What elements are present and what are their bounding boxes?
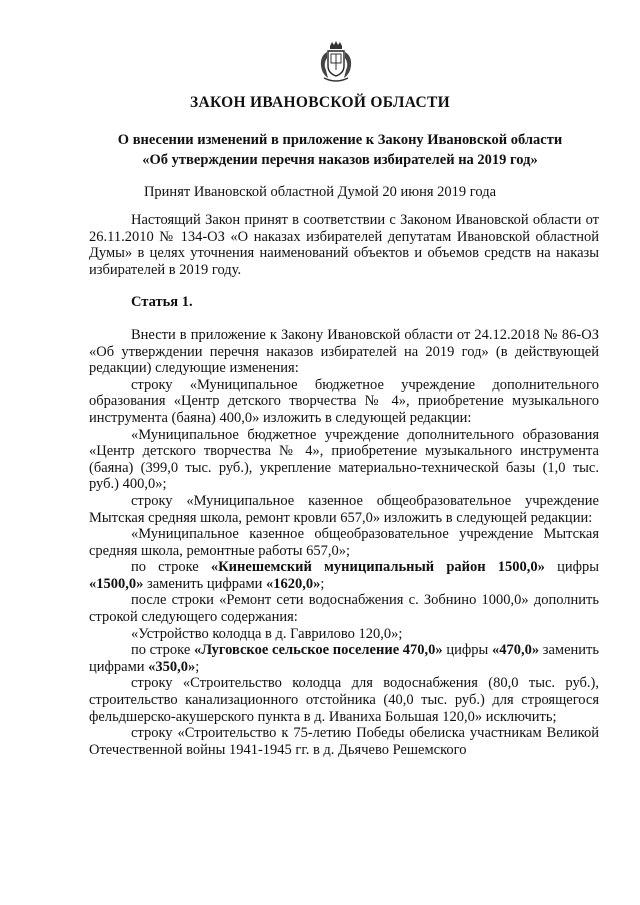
paragraph-10: строку «Строительство колодца для водоснабжения (80,0 тыс. руб.), строительство канализационного отстойника (40,0 тыс. руб.) для строящегося фельдшерско-акушерского пункта в д. Иваниха Большая 120,0» исключить; (89, 675, 599, 725)
p6-text-4: ; (320, 575, 325, 592)
p9-text-3: заменить цифрами (89, 642, 599, 675)
p6-text-2: цифры (544, 559, 599, 576)
subtitle-line-2: «Об утверждении перечня наказов избирателей на 2019 год» (142, 152, 538, 168)
p6-bold-2: «1500,0» (89, 575, 144, 592)
paragraph-5: «Муниципальное казенное общеобразовательное учреждение Мытская средняя школа, ремонтные работы 657,0»; (89, 526, 599, 559)
paragraph-9 (89, 642, 599, 675)
preamble-paragraph: Настоящий Закон принят в соответствии с Законом Ивановской области от 26.11.2010 № 134-ОЗ «О наказах избирателей депутатам Ивановской областной Думы» в целях уточнения наименований объектов и объемов средств на наказы избирателей в 2019 году. (89, 212, 599, 278)
document-body (89, 212, 599, 758)
p6-text-3: заменить цифрами (143, 575, 267, 592)
paragraph-4: строку «Муниципальное казенное общеобразовательное учреждение Мытская средняя школа, ремонт кровли 657,0» изложить в следующей редакции: (89, 492, 599, 526)
p9-bold-3: «350,0» (148, 658, 196, 675)
p9-text-2: цифры (442, 642, 492, 659)
paragraph-1: Внести в приложение к Закону Ивановской области от 24.12.2018 № 86-ОЗ «Об утверждении перечня наказов избирателей на 2019 год» (в действующей редакции) следующие изменения: (89, 326, 599, 377)
p6-bold-1: «Кинешемский муниципальный район 1500,0» (210, 559, 545, 576)
law-subtitle (100, 130, 580, 170)
paragraph-7: после строки «Ремонт сети водоснабжения с. Зобнино 1000,0» дополнить строкой следующего содержания: (89, 592, 599, 626)
subtitle-line-1: О внесении изменений в приложение к Закону Ивановской области (117, 132, 563, 148)
paragraph-11: строку «Строительство к 75-летию Победы обелиска участникам Великой Отечественной войны 1941-1945 гг. в д. Дьячево Решемского (89, 725, 599, 758)
p9-text-4: ; (195, 658, 200, 675)
p9-text-1: по строке (131, 642, 194, 659)
paragraph-2: строку «Муниципальное бюджетное учреждение дополнительного образования «Центр детского творчества № 4», приобретение музыкального инструмента (баяна) 400,0» изложить в следующей редакции: (89, 376, 599, 426)
adoption-note: Принят Ивановской областной Думой 20 июня 2019 года (143, 184, 497, 200)
law-title: ЗАКОН ИВАНОВСКОЙ ОБЛАСТИ (190, 94, 450, 111)
p9-bold-2: «470,0» (491, 642, 540, 659)
p6-text-1: по строке (131, 559, 211, 576)
coat-of-arms-icon (316, 40, 356, 84)
p9-bold-1: «Луговское сельское поселение 470,0» (193, 642, 443, 659)
paragraph-6 (89, 559, 599, 592)
p6-bold-3: «1620,0» (266, 575, 321, 592)
paragraph-3: «Муниципальное бюджетное учреждение дополнительного образования «Центр детского творчества № 4», приобретение музыкального инструмента (баяна) (399,0 тыс. руб.), укрепление материально-технической базы (1,0 тыс. руб.) 400,0»; (89, 426, 599, 493)
paragraph-8: «Устройство колодца в д. Гаврилово 120,0»; (131, 625, 403, 642)
article-heading: Статья 1. (131, 294, 193, 311)
